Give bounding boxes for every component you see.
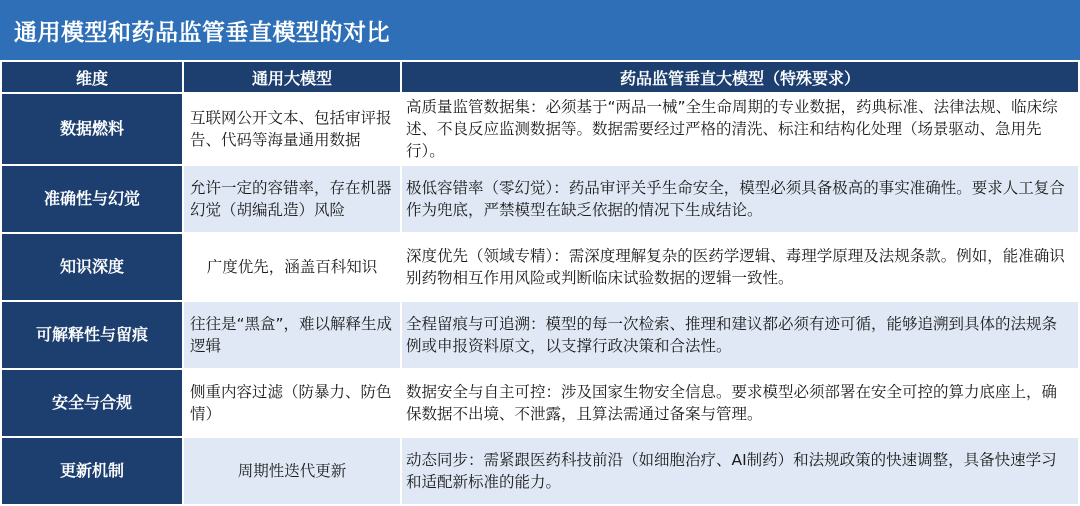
row-dimension: 安全与合规 bbox=[2, 370, 184, 438]
table-row bbox=[2, 234, 1078, 302]
row-general: 互联网公开文本、包括审评报告、代码等海量通用数据 bbox=[184, 94, 402, 166]
row-special: 极低容错率（零幻觉）：药品审评关乎生命安全，模型必须具备极高的事实准确性。要求人工复合作为兜底，严禁模型在缺乏依据的情况下生成结论。 bbox=[402, 166, 1078, 234]
row-special: 数据安全与自主可控：涉及国家生物安全信息。要求模型必须部署在安全可控的算力底座上，确保数据不出境、不泄露，且算法需通过备案与管理。 bbox=[402, 370, 1078, 438]
header-general-model: 通用大模型 bbox=[184, 62, 402, 94]
row-dimension: 可解释性与留痕 bbox=[2, 302, 184, 370]
title-bar bbox=[0, 0, 1080, 60]
table-row bbox=[2, 94, 1078, 166]
row-dimension: 准确性与幻觉 bbox=[2, 166, 184, 234]
row-general: 广度优先，涵盖百科知识 bbox=[184, 234, 402, 302]
row-dimension: 更新机制 bbox=[2, 438, 184, 506]
header-special-model: 药品监管垂直大模型（特殊要求） bbox=[402, 62, 1078, 94]
row-special: 全程留痕与可追溯：模型的每一次检索、推理和建议都必须有迹可循，能够追溯到具体的法规条例或申报资料原文，以支撑行政决策和合法性。 bbox=[402, 302, 1078, 370]
table-row bbox=[2, 370, 1078, 438]
row-general: 侧重内容过滤（防暴力、防色情） bbox=[184, 370, 402, 438]
table-row bbox=[2, 302, 1078, 370]
row-special: 动态同步：需紧跟医药科技前沿（如细胞治疗、AI制药）和法规政策的快速调整，具备快速学习和适配新标准的能力。 bbox=[402, 438, 1078, 506]
row-special: 高质量监管数据集：必须基于“两品一械”全生命周期的专业数据，药典标准、法律法规、临床综述、不良反应监测数据等。数据需要经过严格的清洗、标注和结构化处理（场景驱动、急用先行）。 bbox=[402, 94, 1078, 166]
table-header-row bbox=[2, 62, 1078, 94]
table-row bbox=[2, 438, 1078, 506]
page-title: 通用模型和药品监管垂直模型的对比 bbox=[14, 19, 390, 46]
row-general: 往往是“黑盒”，难以解释生成逻辑 bbox=[184, 302, 402, 370]
row-dimension: 知识深度 bbox=[2, 234, 184, 302]
row-special: 深度优先（领域专精）：需深度理解复杂的医药学逻辑、毒理学原理及法规条款。例如，能准确识别药物相互作用风险或判断临床试验数据的逻辑一致性。 bbox=[402, 234, 1078, 302]
row-general: 周期性迭代更新 bbox=[184, 438, 402, 506]
row-general: 允许一定的容错率，存在机器幻觉（胡编乱造）风险 bbox=[184, 166, 402, 234]
comparison-table bbox=[2, 62, 1078, 506]
row-dimension: 数据燃料 bbox=[2, 94, 184, 166]
header-dimension: 维度 bbox=[2, 62, 184, 94]
table-row bbox=[2, 166, 1078, 234]
